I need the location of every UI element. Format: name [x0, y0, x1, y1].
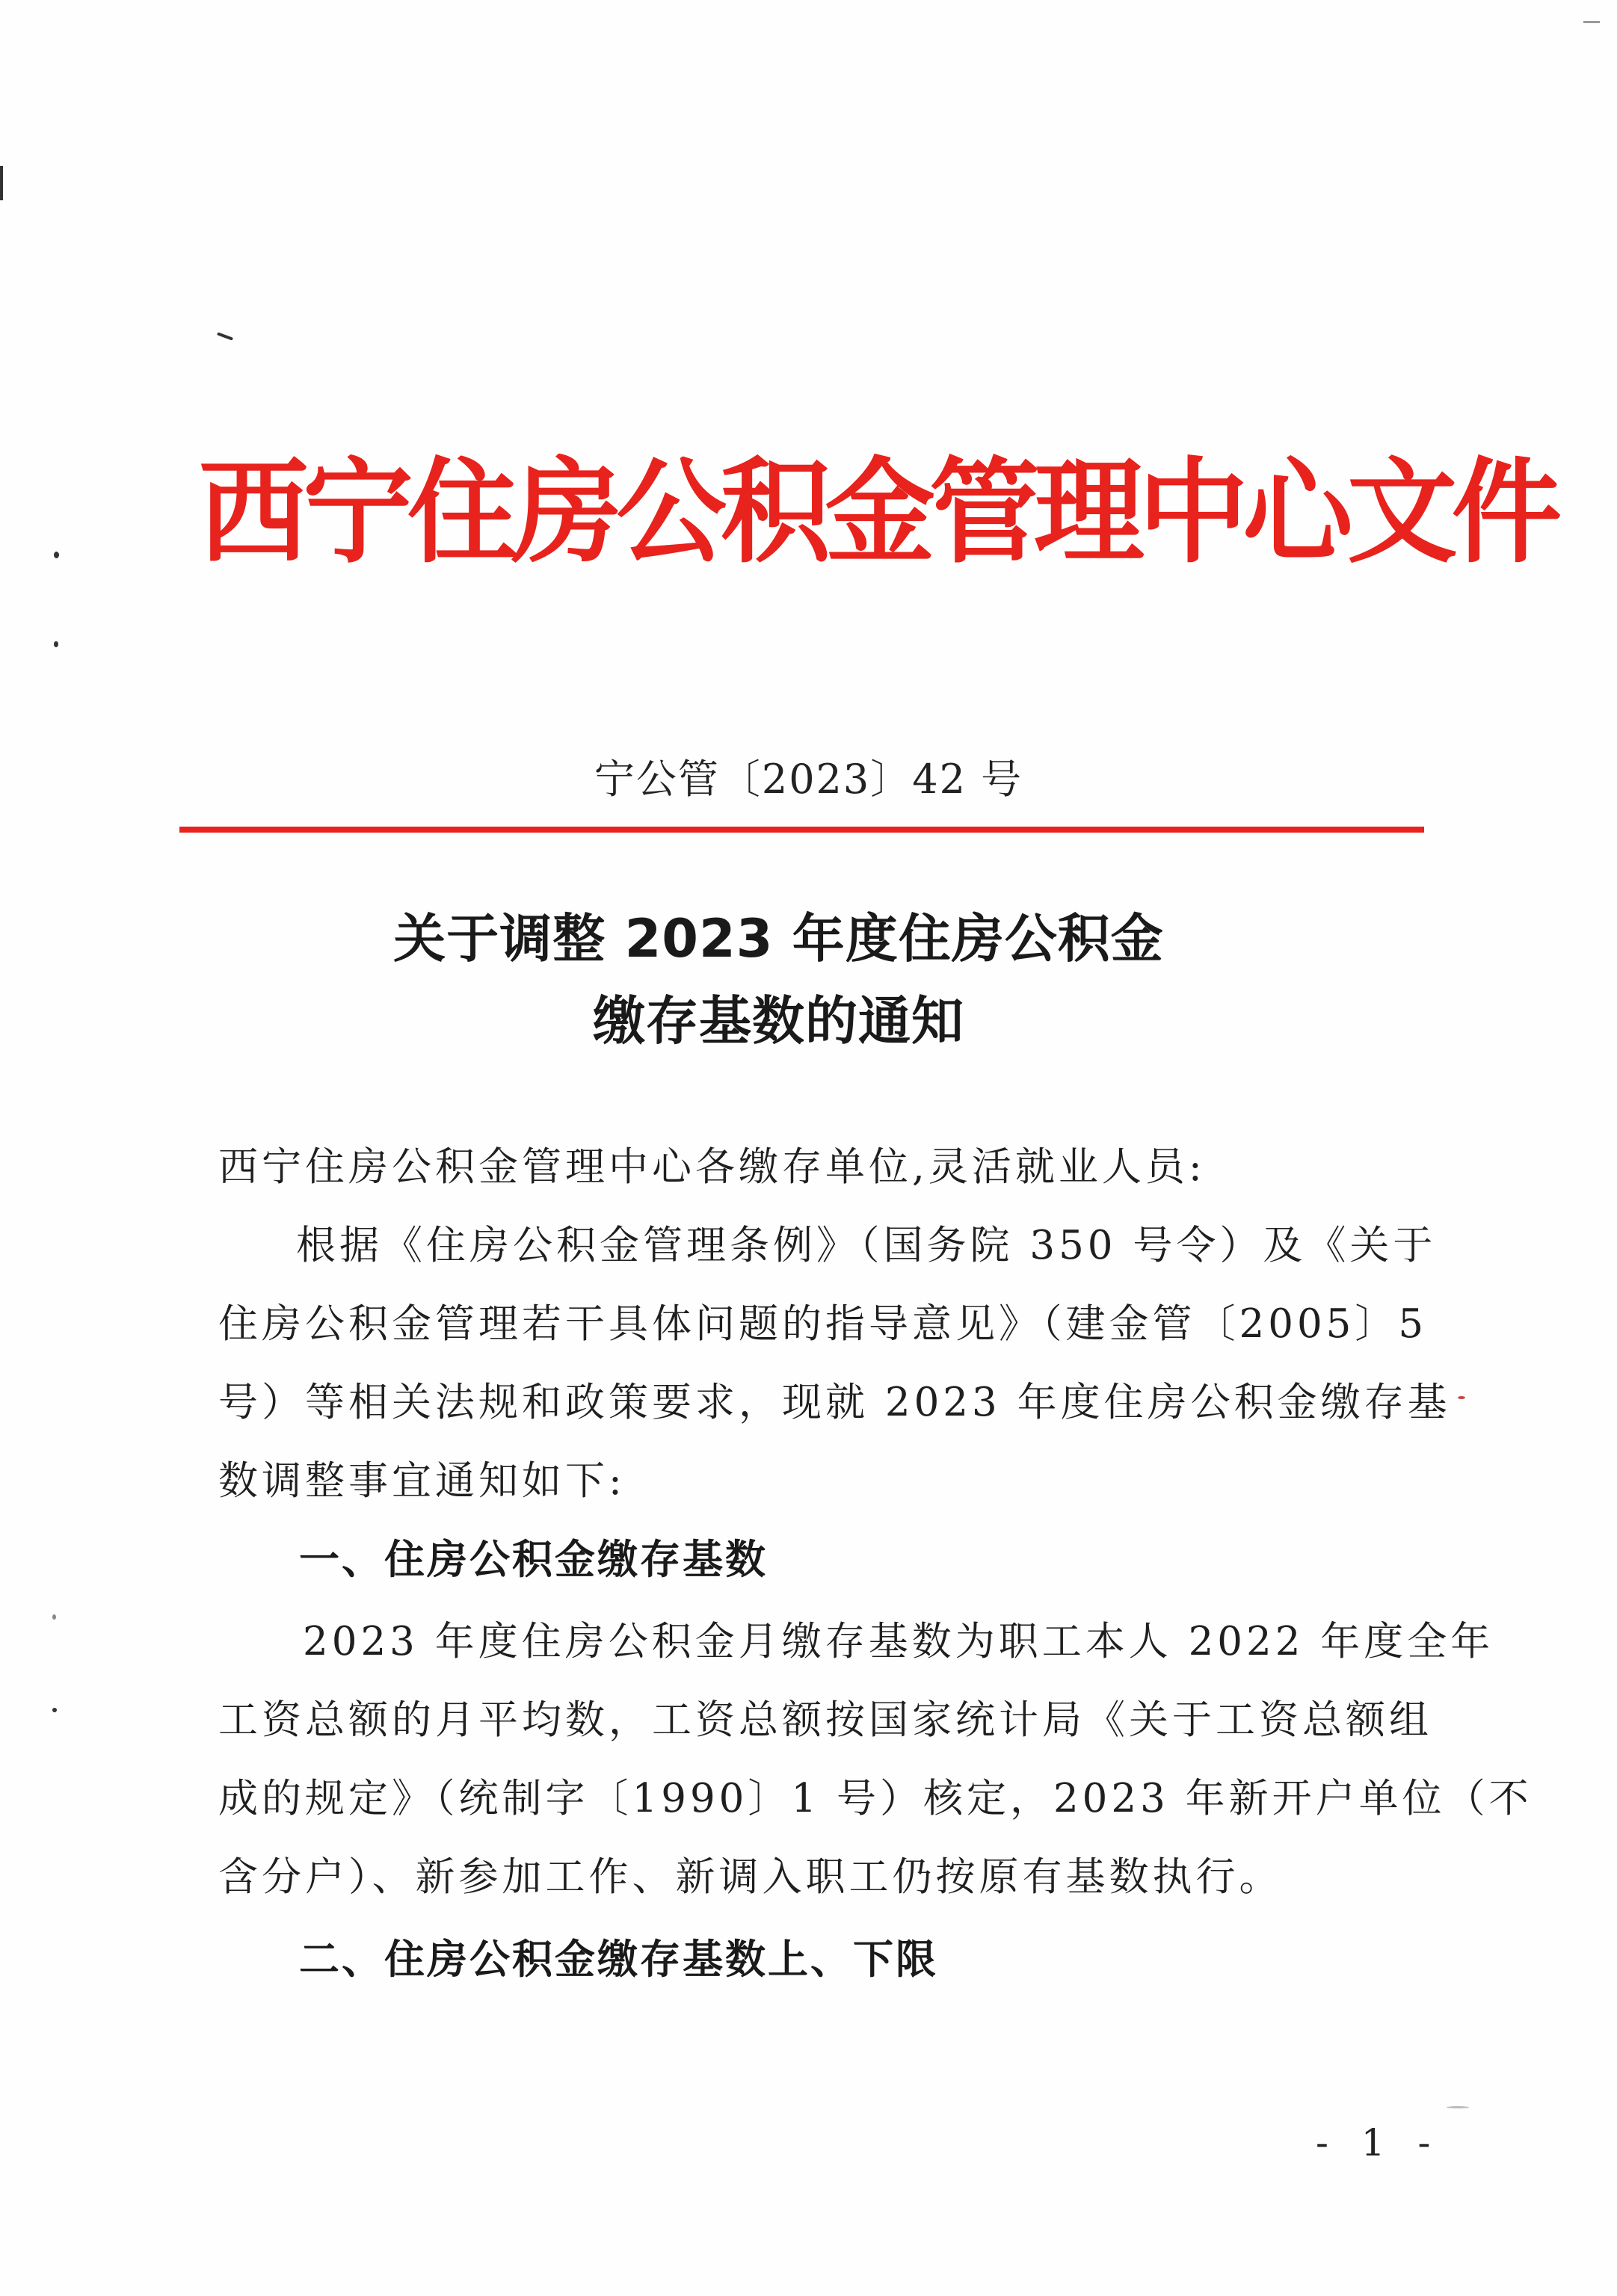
scan-speck	[1458, 1396, 1465, 1399]
paragraph-line: 数调整事宜通知如下:	[218, 1458, 626, 1504]
scan-edge-mark	[1583, 21, 1600, 23]
notice-title-line-2: 缴存基数的通知	[593, 990, 964, 1052]
scan-edge-mark	[0, 166, 3, 200]
red-divider	[179, 827, 1424, 833]
scan-speck	[1447, 2106, 1469, 2108]
scan-speck	[217, 332, 233, 340]
scan-speck	[52, 1614, 56, 1620]
paragraph-line: 住房公积金管理若干具体问题的指导意见》（建金管〔2005〕5	[218, 1301, 1428, 1347]
page-number: - 1 -	[1316, 2121, 1441, 2164]
issuer-title: 西宁住房公积金管理中心文件	[198, 446, 1556, 578]
section-heading-2: 二、住房公积金缴存基数上、下限	[299, 1936, 938, 1983]
paragraph-line: 2023 年度住房公积金月缴存基数为职工本人 2022 年度全年	[303, 1619, 1494, 1664]
document-number: 宁公管〔2023〕42 号	[594, 756, 1023, 803]
salutation: 西宁住房公积金管理中心各缴存单位,灵活就业人员:	[218, 1144, 1206, 1190]
scan-speck	[54, 641, 58, 647]
section-heading-1: 一、住房公积金缴存基数	[299, 1536, 768, 1583]
paragraph-line: 工资总额的月平均数，工资总额按国家统计局《关于工资总额组	[218, 1697, 1432, 1743]
scan-speck	[54, 552, 59, 558]
paragraph-line: 号）等相关法规和政策要求，现就 2023 年度住房公积金缴存基	[218, 1380, 1451, 1425]
paragraph-line: 含分户）、新参加工作、新调入职工仍按原有基数执行。	[218, 1854, 1283, 1900]
scan-speck	[52, 1708, 57, 1712]
paragraph-line: 成的规定》（统制字〔1990〕1 号）核定，2023 年新开户单位（不	[218, 1776, 1533, 1821]
paragraph-line: 根据《住房公积金管理条例》（国务院 350 号令）及《关于	[296, 1223, 1437, 1268]
notice-title-line-1: 关于调整 2023 年度住房公积金	[393, 908, 1164, 969]
